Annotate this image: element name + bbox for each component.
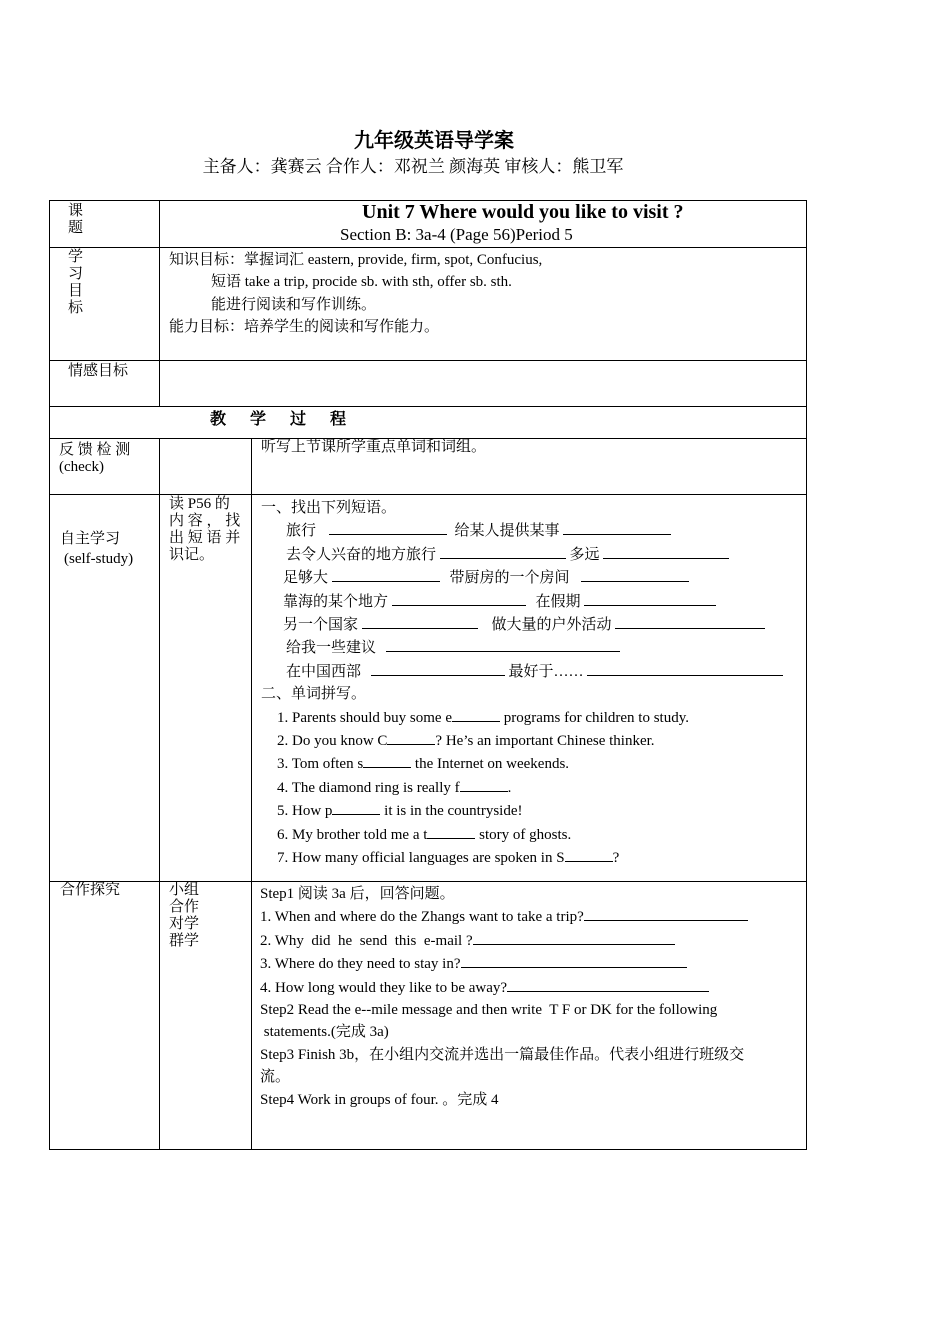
process-header-cell: [49, 406, 807, 439]
phrase-row: [261, 543, 783, 566]
process-header: 教 学 过 程: [210, 411, 347, 428]
phrase-row: [261, 519, 783, 542]
phrase-text: 靠海的某个地方: [283, 593, 389, 610]
phrase-text: 在中国西部: [286, 663, 362, 680]
spelling-text: 1. Parents should buy some e: [277, 709, 452, 726]
selfstudy-content-cell: [251, 494, 807, 882]
topic-label-cell: [49, 200, 160, 248]
selfstudy-label: 自主学习: [60, 531, 121, 547]
emotion-label: 情感目标: [68, 363, 129, 379]
answer-blank[interactable]: [386, 636, 620, 652]
part1-title: 一、找出下列短语。: [261, 500, 397, 516]
phrase-row: [261, 566, 783, 589]
answer-blank[interactable]: [440, 543, 566, 559]
check-label: 反 馈 检 测: [59, 442, 131, 458]
spelling-text: story of ghosts.: [475, 826, 572, 843]
goals-content-cell: [159, 247, 807, 361]
step3: Step3 Finish 3b，在小组内交流并选出一篇最佳作品。代表小组进行班级交: [260, 1046, 745, 1063]
spelling-text: .: [507, 779, 512, 796]
answer-blank[interactable]: [473, 929, 675, 945]
answer-blank[interactable]: [460, 776, 508, 792]
phrase-text: 给某人提供某事: [454, 523, 560, 540]
goal-line: 能进行阅读和写作训练。: [211, 296, 377, 313]
answer-blank[interactable]: [563, 519, 671, 535]
spelling-text: 3. Tom often s: [277, 756, 364, 773]
method-line: 合作: [169, 899, 200, 915]
goal-line: 短语 take a trip, procide sb. with sth, offer sb. sth.: [211, 274, 512, 291]
answer-blank[interactable]: [584, 905, 748, 921]
method-line: 出 短 语 并: [169, 530, 241, 546]
step1: Step1 阅读 3a 后，回答问题。: [260, 886, 455, 902]
selfstudy-method-cell: [159, 494, 252, 882]
answer-blank[interactable]: [332, 566, 440, 582]
spelling-text: the Internet on weekends.: [411, 756, 570, 773]
goal-line: 能力目标：培养学生的阅读和写作能力。: [169, 319, 440, 336]
topic-label-char: 课: [68, 203, 84, 219]
answer-blank[interactable]: [332, 799, 380, 815]
answer-blank[interactable]: [615, 613, 765, 629]
spelling-text: ?: [612, 850, 620, 867]
phrase-text: 在假期: [535, 593, 581, 610]
spelling-text: programs for children to study.: [499, 709, 689, 726]
phrase-text: 带厨房的一个房间: [449, 570, 570, 587]
answer-blank[interactable]: [362, 613, 478, 629]
phrase-text: 做大量的户外活动: [491, 617, 612, 634]
phrase-text: 最好于……: [508, 663, 584, 680]
phrase-text: 给我一些建议: [286, 640, 377, 657]
step2: Step2 Read the e--mile message and then write T F or DK for the following: [260, 1002, 718, 1019]
method-line: 读 P56 的: [169, 496, 230, 512]
method-line: 内 容 ， 找: [169, 513, 241, 529]
answer-blank[interactable]: [329, 519, 447, 535]
phrase-text: 足够大: [283, 570, 329, 587]
coop-label-cell: [49, 881, 160, 1150]
question-text: 4. How long would they like to be away?: [260, 979, 508, 996]
goals-label-char: 学: [68, 249, 84, 265]
spelling-item: [261, 752, 783, 775]
spelling-text: 6. My brother told me a t: [277, 826, 428, 843]
goal-line: 知识目标：掌握词汇 eastern, provide, firm, spot, Confucius,: [169, 252, 543, 268]
phrase-text: 去令人兴奋的地方旅行: [286, 546, 437, 563]
phrase-row: [261, 636, 783, 659]
answer-blank[interactable]: [603, 543, 729, 559]
question-text: 3. Where do they need to stay in?: [260, 956, 461, 973]
spelling-text: 2. Do you know C: [277, 733, 388, 750]
topic-content-cell: [159, 200, 807, 248]
question-text: 2. Why did he send this e-mail ?: [260, 932, 473, 949]
question-item: [260, 929, 748, 952]
authors-line: 主备人：龚赛云 合作人：邓祝兰 颜海英 审核人：熊卫军: [202, 157, 624, 176]
answer-blank[interactable]: [452, 706, 500, 722]
spelling-item: [261, 706, 783, 729]
goals-label-cell: [49, 247, 160, 361]
coop-method-cell: [159, 881, 252, 1150]
section-info: Section B: 3a-4 (Page 56)Period 5: [340, 225, 573, 244]
answer-blank[interactable]: [363, 752, 411, 768]
step3-cont: 流。: [260, 1069, 291, 1086]
spelling-item: [261, 799, 783, 822]
question-text: 1. When and where do the Zhangs want to take a trip?: [260, 909, 584, 926]
spelling-text: 7. How many official languages are spoken in S: [277, 850, 565, 867]
method-line: 小组: [169, 882, 200, 898]
selfstudy-label-cell: [49, 494, 160, 882]
method-line: 对学: [169, 916, 200, 932]
spelling-text: it is in the countryside!: [380, 803, 523, 820]
coop-content-cell: [251, 881, 807, 1150]
check-content: 听写上节课所学重点单词和词组。: [261, 439, 487, 455]
selfstudy-label-en: (self-study): [64, 551, 134, 567]
answer-blank[interactable]: [392, 590, 526, 606]
page-title: 九年级英语导学案: [354, 130, 514, 152]
emotion-label-cell: [49, 360, 160, 407]
step4: Step4 Work in groups of four. 。完成 4: [260, 1091, 499, 1108]
phrase-row: [261, 590, 783, 613]
part2-title: 二、单词拼写。: [261, 686, 367, 703]
check-label-en: (check): [59, 459, 104, 475]
check-label-cell: [49, 438, 160, 495]
goals-label-char: 习: [68, 266, 84, 282]
phrase-text: 旅行: [286, 523, 317, 540]
spelling-text: 5. How p: [277, 803, 333, 820]
coop-label: 合作探究: [60, 882, 121, 898]
answer-blank[interactable]: [461, 952, 687, 968]
phrase-row: [261, 613, 783, 636]
step2-cont: statements.(完成 3a): [260, 1024, 389, 1041]
answer-blank[interactable]: [507, 976, 709, 992]
question-item: [260, 976, 748, 999]
phrase-row: [261, 660, 783, 683]
check-content-cell: [251, 438, 807, 495]
method-line: 识记。: [169, 547, 215, 563]
method-line: 群学: [169, 933, 200, 949]
spelling-item: [261, 823, 783, 846]
phrase-text: 另一个国家: [283, 617, 359, 634]
topic-label-char: 题: [68, 220, 84, 236]
answer-blank[interactable]: [587, 660, 783, 676]
spelling-item: [261, 846, 783, 869]
answer-blank[interactable]: [584, 590, 716, 606]
emotion-content-cell: [159, 360, 807, 407]
goals-label-char: 目: [68, 283, 84, 299]
question-item: [260, 905, 748, 928]
question-item: [260, 952, 748, 975]
answer-blank[interactable]: [387, 729, 435, 745]
check-method-cell: [159, 438, 252, 495]
goals-label-char: 标: [68, 300, 84, 316]
answer-blank[interactable]: [581, 566, 689, 582]
answer-blank[interactable]: [427, 823, 475, 839]
spelling-item: [261, 776, 783, 799]
unit-title: Unit 7 Where would you like to visit ?: [362, 201, 684, 223]
spelling-text: 4. The diamond ring is really f: [277, 779, 460, 796]
spelling-item: [261, 729, 783, 752]
answer-blank[interactable]: [371, 660, 505, 676]
answer-blank[interactable]: [565, 846, 613, 862]
spelling-text: ? He’s an important Chinese thinker.: [435, 733, 655, 750]
phrase-text: 多远: [569, 546, 600, 563]
